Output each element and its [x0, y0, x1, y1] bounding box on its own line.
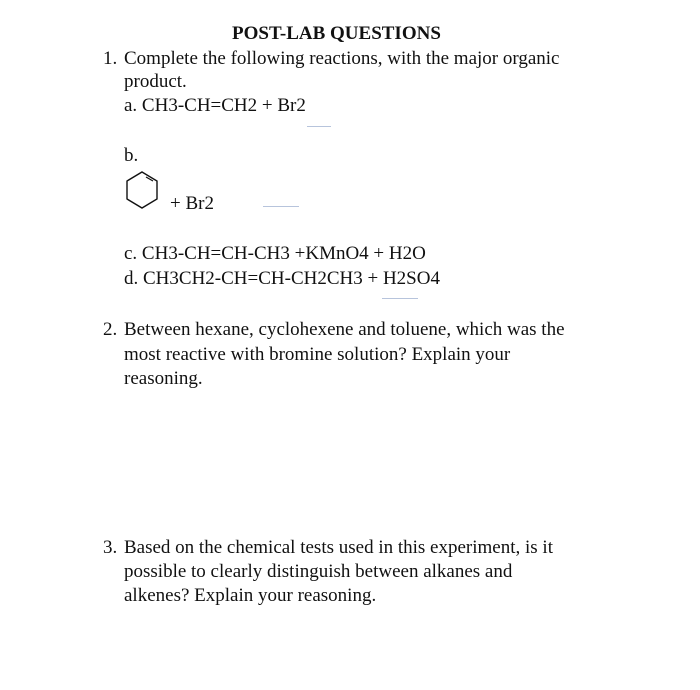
question-3-line-1: Based on the chemical tests used in this experiment, is it — [124, 537, 553, 558]
reaction-b-label: b. — [124, 145, 139, 166]
question-1-prompt-line-1: Complete the following reactions, with the major organic — [124, 48, 560, 69]
reaction-c: c. CH3-CH=CH-CH3 +KMnO4 + H2O — [124, 243, 426, 264]
reaction-d-answer-line — [382, 298, 418, 299]
question-3-number: 3. — [103, 537, 118, 558]
question-2-number: 2. — [103, 319, 118, 340]
page-title: POST-LAB QUESTIONS — [232, 23, 441, 44]
reaction-b-reagent: + Br2 — [170, 193, 214, 214]
reaction-a: a. CH3-CH=CH2 + Br2 — [124, 95, 306, 116]
question-3-line-2: possible to clearly distinguish between alkanes and — [124, 561, 513, 582]
reaction-a-answer-line — [307, 126, 331, 127]
question-1-prompt-line-2: product. — [124, 71, 187, 92]
question-1-number: 1. — [103, 48, 118, 69]
question-2-line-1: Between hexane, cyclohexene and toluene, which was the — [124, 319, 565, 340]
question-3-line-3: alkenes? Explain your reasoning. — [124, 585, 377, 606]
question-2-line-2: most reactive with bromine solution? Explain your — [124, 344, 511, 365]
cyclohexene-structure-icon — [124, 170, 160, 210]
reaction-b-answer-line — [263, 206, 299, 207]
question-2-line-3: reasoning. — [124, 368, 203, 389]
reaction-d: d. CH3CH2-CH=CH-CH2CH3 + H2SO4 — [124, 268, 440, 289]
